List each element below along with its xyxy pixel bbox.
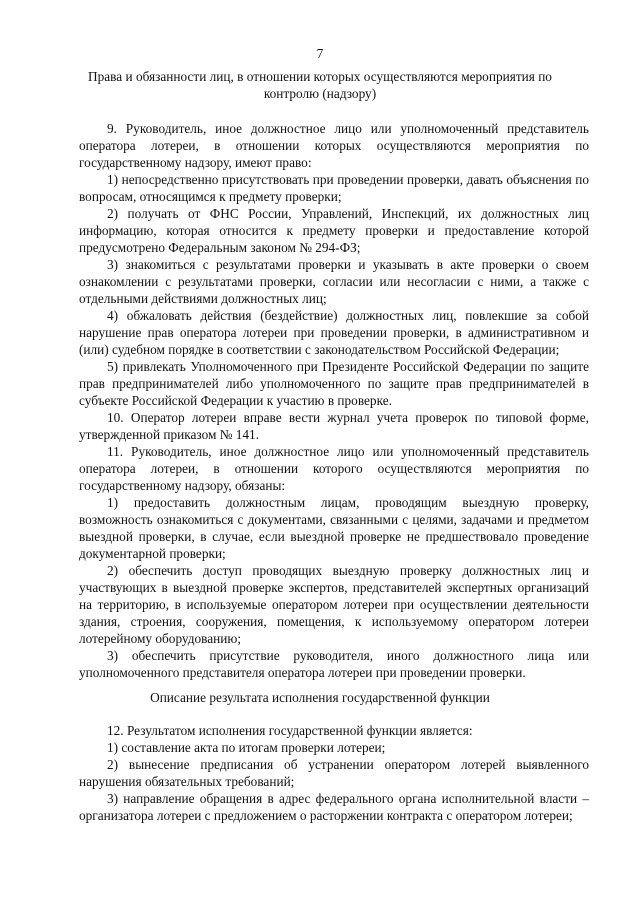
paragraph: 1) непосредственно присутствовать при проведении проверки, давать объяснения по вопросам, относящимся к предмету проверки; [79,172,589,204]
page-number: 7 [316,46,324,61]
paragraph: 11. Руководитель, иное должностное лицо или уполномоченный представитель оператора лотереи, в отношении которого осуществляются мероприятия по государственному надзору, обязаны: [79,444,589,493]
section-heading-rights: Права и обязанности лиц, в отношении которых осуществляются мероприятия по контролю (надзору) [88,69,552,101]
paragraph: 10. Оператор лотереи вправе вести журнал учета проверок по типовой форме, утвержденной приказом № 141. [79,410,589,442]
paragraph: 3) направление обращения в адрес федерального органа исполнительной власти – организатора лотереи с предложением о расторжении контракта с оператором лотереи; [79,791,589,823]
section-body-rights [79,120,589,681]
paragraph: 5) привлекать Уполномоченного при Президенте Российской Федерации по защите прав предпринимателей либо уполномоченного по защите прав предпринимателей в субъекте Российской Федерации к участию в проверке. [79,359,589,408]
paragraph: 2) обеспечить доступ проводящих выездную проверку должностных лиц и участвующих в выездной проверке экспертов, представителей экспертных организаций на территорию, в используемые оператором лотереи при осуществлении деятельности здания, строения, сооружения, помещения, к используемому оператором лотереи лотерейному оборудованию; [79,563,589,646]
paragraph: 3) знакомиться с результатами проверки и указывать в акте проверки о своем ознакомлении с результатами проверки, согласии или несогласии с ними, а также с отдельными действиями должностных лиц; [79,257,589,306]
paragraph: 1) предоставить должностным лицам, проводящим выездную проверку, возможность ознакомиться с документами, связанными с целями, задачами и предметом выездной проверки, в случае, если выездной проверке не предшествовало проведение документарной проверки; [79,495,589,561]
section-body-result [79,722,589,824]
paragraph: 3) обеспечить присутствие руководителя, иного должностного лица или уполномоченного представителя оператора лотереи при проведении проверки. [79,648,589,680]
paragraph: 9. Руководитель, иное должностное лицо или уполномоченный представитель оператора лотереи, в отношении которых осуществляются мероприятия по государственному надзору, имеют право: [79,121,589,170]
paragraph: 1) составление акта по итогам проверки лотереи; [107,740,386,755]
paragraph: 4) обжаловать действия (бездействие) должностных лиц, повлекшие за собой нарушение прав оператора лотереи при проведении проверки, в административном и (или) судебном порядке в соответствии с законодательством Российской Федерации; [79,308,589,357]
paragraph: 2) получать от ФНС России, Управлений, Инспекций, их должностных лиц информацию, которая относится к предмету проверки и предоставление которой предусмотрено Федеральным законом № 294-ФЗ; [79,206,589,255]
paragraph: 2) вынесение предписания об устранении оператором лотерей выявленного нарушения обязательных требований; [79,757,589,789]
section-heading-result: Описание результата исполнения государственной функции [150,690,490,705]
paragraph: 12. Результатом исполнения государственной функции является: [107,723,473,738]
